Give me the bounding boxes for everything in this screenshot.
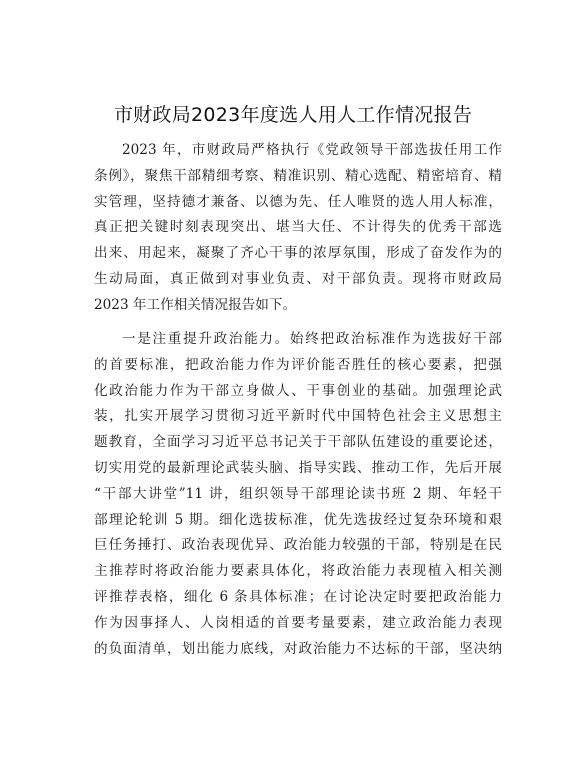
paragraph-line: 作为因事择人、人岗相适的首要考量要素，建立政治能力表现 — [94, 614, 502, 631]
paragraph-political-ability — [94, 327, 502, 662]
paragraph-line: 2023 年，市财政局严格执行《党政领导干部选拔任用工作 — [122, 142, 502, 158]
paragraph-line: 的首要标准，把政治能力作为评价能否胜任的核心要素，把强 — [94, 356, 502, 373]
paragraph-line: 真正把关键时刻表现突出、堪当大任、不计得失的优秀干部选 — [94, 219, 502, 236]
paragraph-line: 的负面清单，划出能力底线，对政治能力不达标的干部，坚决纳 — [94, 640, 502, 657]
paragraph-line: 题教育，全面学习习近平总书记关于干部队伍建设的重要论述， — [94, 434, 502, 451]
document-title: 市财政局2023年度选人用人工作情况报告 — [113, 104, 473, 126]
paragraph-line: 实管理，坚持德才兼备、以德为先、任人唯贤的选人用人标准， — [94, 193, 502, 210]
paragraph-line: “干部大讲堂”11 讲，组织领导干部理论读书班 2 期、年轻干 — [94, 485, 502, 502]
paragraph-line: 部理论轮训 5 期。细化选拔标准，优先选拔经过复杂环境和艰 — [94, 511, 502, 528]
paragraph-intro — [94, 138, 502, 319]
paragraph-line: 条例》，聚焦干部精细考察、精准识别、精心选配、精密培育、精 — [94, 167, 502, 184]
paragraph-line: 2023 年工作相关情况报告如下。 — [94, 296, 297, 313]
paragraph-line: 生动局面，真正做到对事业负责、对干部负责。现将市财政局 — [94, 270, 502, 287]
paragraph-line: 出来、用起来，凝聚了齐心干事的浓厚氛围，形成了奋发作为的 — [94, 245, 502, 262]
paragraph-line: 装，扎实开展学习贯彻习近平新时代中国特色社会主义思想主 — [94, 408, 502, 425]
paragraph-line: 一是注重提升政治能力。始终把政治标准作为选拔好干部 — [122, 331, 502, 347]
paragraph-line: 巨任务捶打、政治表现优异、政治能力较强的干部，特别是在民 — [94, 537, 502, 554]
paragraph-line: 化政治能力作为干部立身做人、干事创业的基础。加强理论武 — [94, 382, 502, 399]
paragraph-line: 切实用党的最新理论武装头脑、指导实践、推动工作，先后开展 — [94, 459, 502, 476]
paragraph-line: 评推荐表格，细化 6 条具体标准；在讨论决定时要把政治能力 — [94, 588, 502, 605]
paragraph-line: 主推荐时将政治能力要素具体化，将政治能力表现植入相关测 — [94, 563, 502, 580]
